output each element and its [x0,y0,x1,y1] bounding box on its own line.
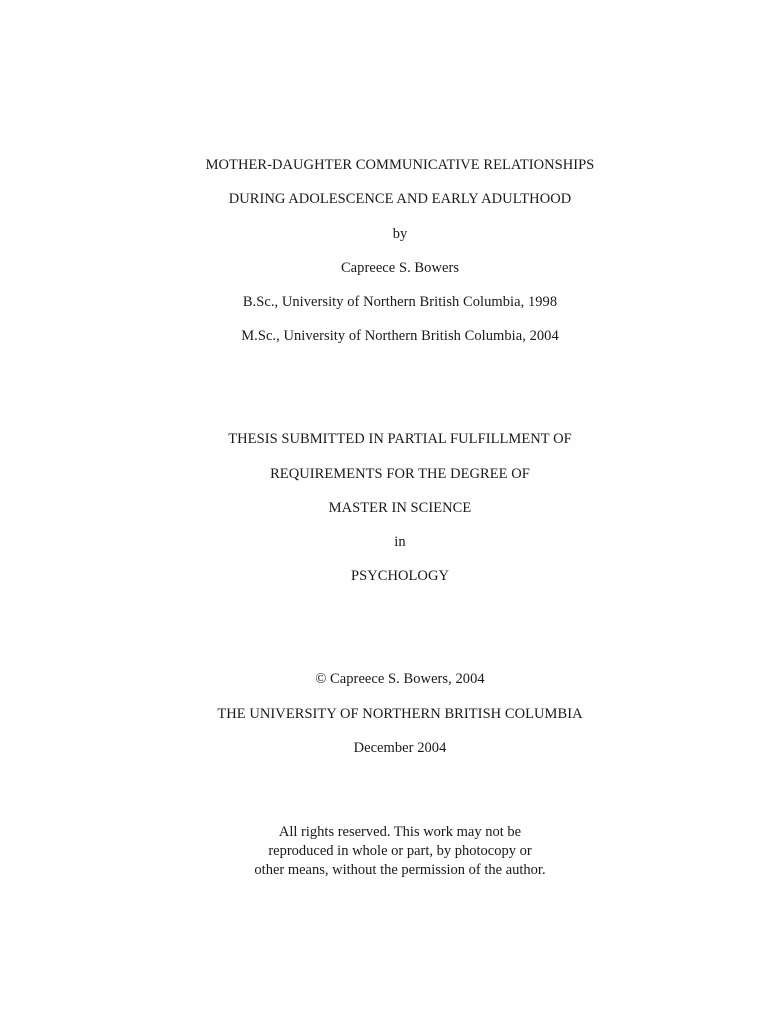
university-name: THE UNIVERSITY OF NORTHERN BRITISH COLUMBIA [217,706,583,722]
prior-degree-bsc: B.Sc., University of Northern British Columbia, 1998 [242,294,558,310]
rights-notice [0,823,770,880]
rights-notice-line-3: other means, without the permission of the author. [254,862,546,878]
submission-statement-line-1: THESIS SUBMITTED IN PARTIAL FULFILLMENT OF [228,431,572,447]
field-of-study: PSYCHOLOGY [351,568,449,584]
thesis-title-line-1: MOTHER-DAUGHTER COMMUNICATIVE RELATIONSHIPS [205,157,595,173]
submission-statement-line-2: REQUIREMENTS FOR THE DEGREE OF [270,466,530,482]
thesis-title-line-2: DURING ADOLESCENCE AND EARLY ADULTHOOD [228,191,572,207]
degree-name: MASTER IN SCIENCE [328,500,472,516]
copyright-notice: © Capreece S. Bowers, 2004 [315,671,485,687]
by-label: by [392,226,408,242]
author-name: Capreece S. Bowers [340,260,460,276]
in-label: in [394,534,406,550]
prior-degree-msc: M.Sc., University of Northern British Columbia, 2004 [241,328,559,344]
rights-notice-line-2: reproduced in whole or part, by photocopy or [268,843,532,859]
submission-date: December 2004 [353,740,447,756]
rights-notice-line-1: All rights reserved. This work may not be [278,824,522,840]
